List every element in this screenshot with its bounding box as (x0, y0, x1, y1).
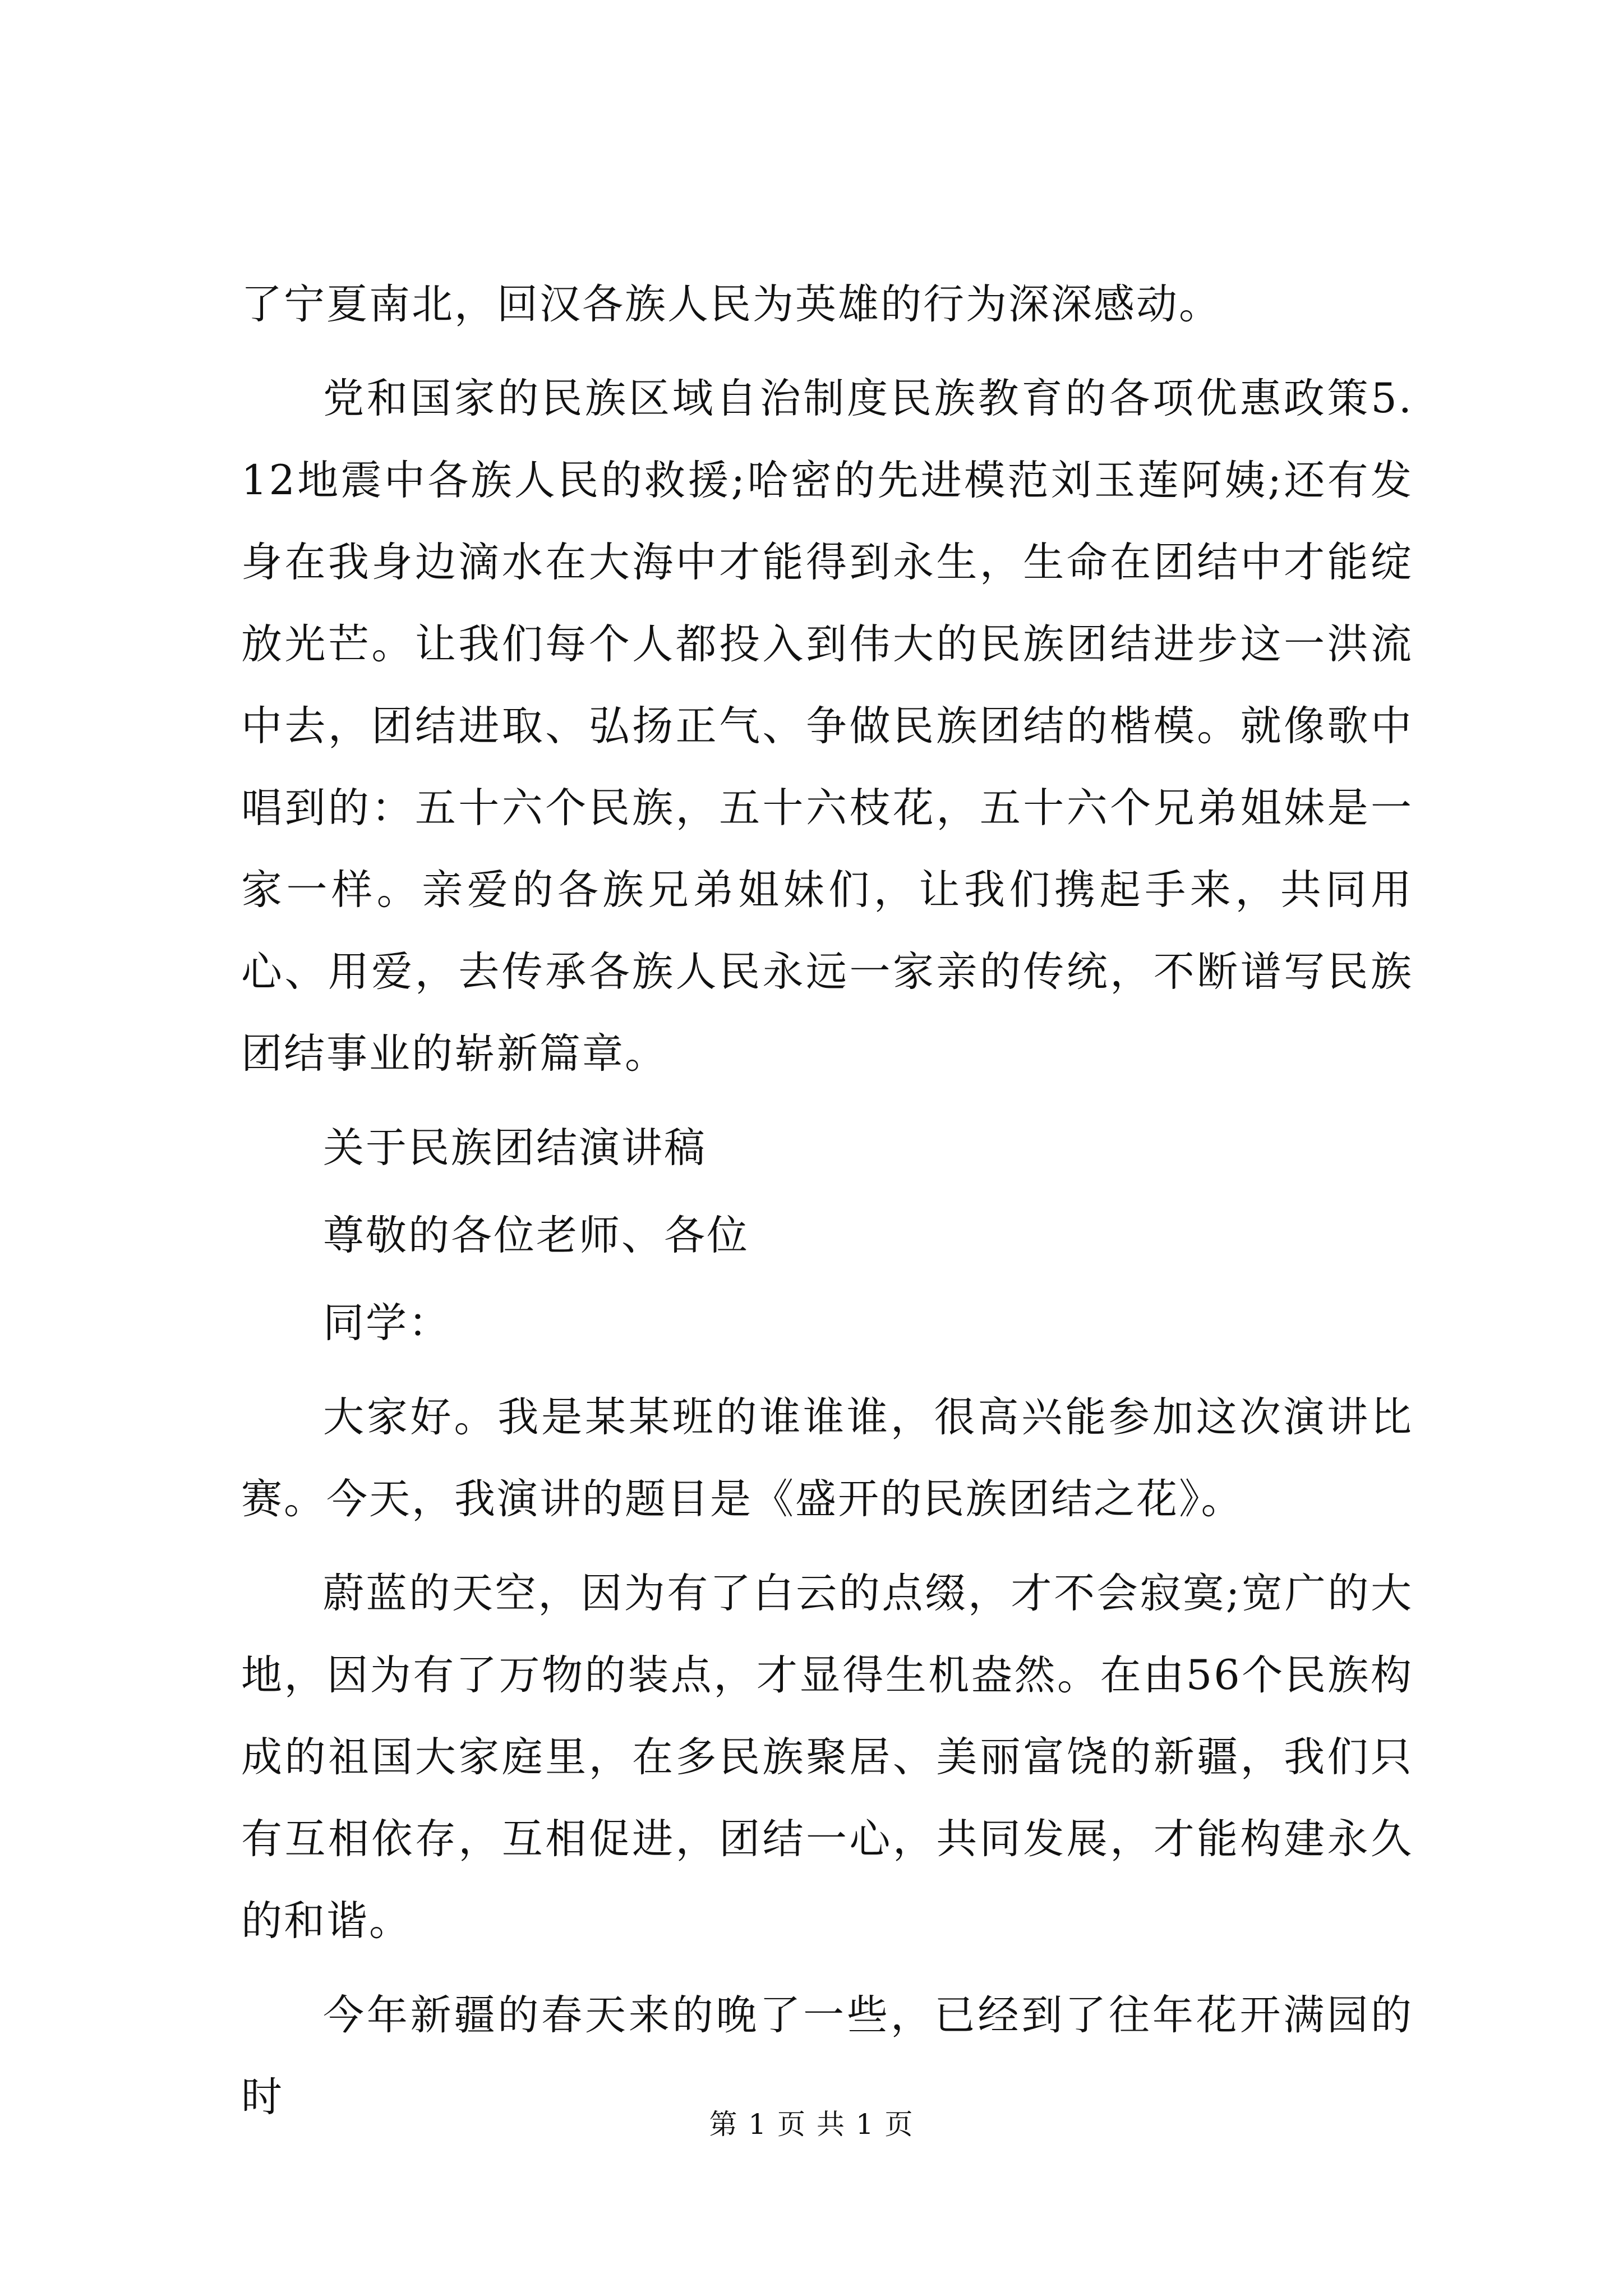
speech-title: 关于民族团结演讲稿 (323, 1124, 707, 1172)
paragraph-greeting: 大家好。我是某某班的谁谁谁，很高兴能参加这次演讲比赛。今天，我演讲的题目是《盛开的民族团结之花》。 (241, 1393, 1413, 1523)
paragraph-policy: 党和国家的民族区域自治制度民族教育的各项优惠政策5.12地震中各族人民的救援;哈密的先进模范刘玉莲阿姨;还有发身在我身边滴水在大海中才能得到永生，生命在团结中才能绽放光芒。让我们每个人都投入到伟大的民族团结进步这一洪流中去，团结进取、弘扬正气、争做民族团结的楷模。就像歌中唱到的：五十六个民族，五十六枝花，五十六个兄弟姐妹是一家一样。亲爱的各族兄弟姐妹们，让我们携起手来，共同用心、用爱，去传承各族人民永远一家亲的传统，不断谱写民族团结事业的崭新篇章。 (241, 375, 1413, 1078)
paragraph-continuation: 了宁夏南北，回汉各族人民为英雄的行为深深感动。 (241, 280, 1221, 328)
salutation-line-2: 同学： (323, 1299, 451, 1347)
paragraph-sky-earth: 蔚蓝的天空，因为有了白云的点缀，才不会寂寞;宽广的大地，因为有了万物的装点，才显得生机盎然。在由56个民族构成的祖国大家庭里，在多民族聚居、美丽富饶的新疆，我们只有互相依存，互相促进，团结一心，共同发展，才能构建永久的和谐。 (241, 1570, 1413, 1945)
document-body (241, 264, 1413, 2151)
salutation-line-1: 尊敬的各位老师、各位 (323, 1212, 749, 1259)
page-number-footer: 第 1 页 共 1 页 (709, 2108, 914, 2141)
paragraph-spring: 今年新疆的春天来的晚了一些，已经到了往年花开满园的时 (241, 1991, 1413, 2121)
